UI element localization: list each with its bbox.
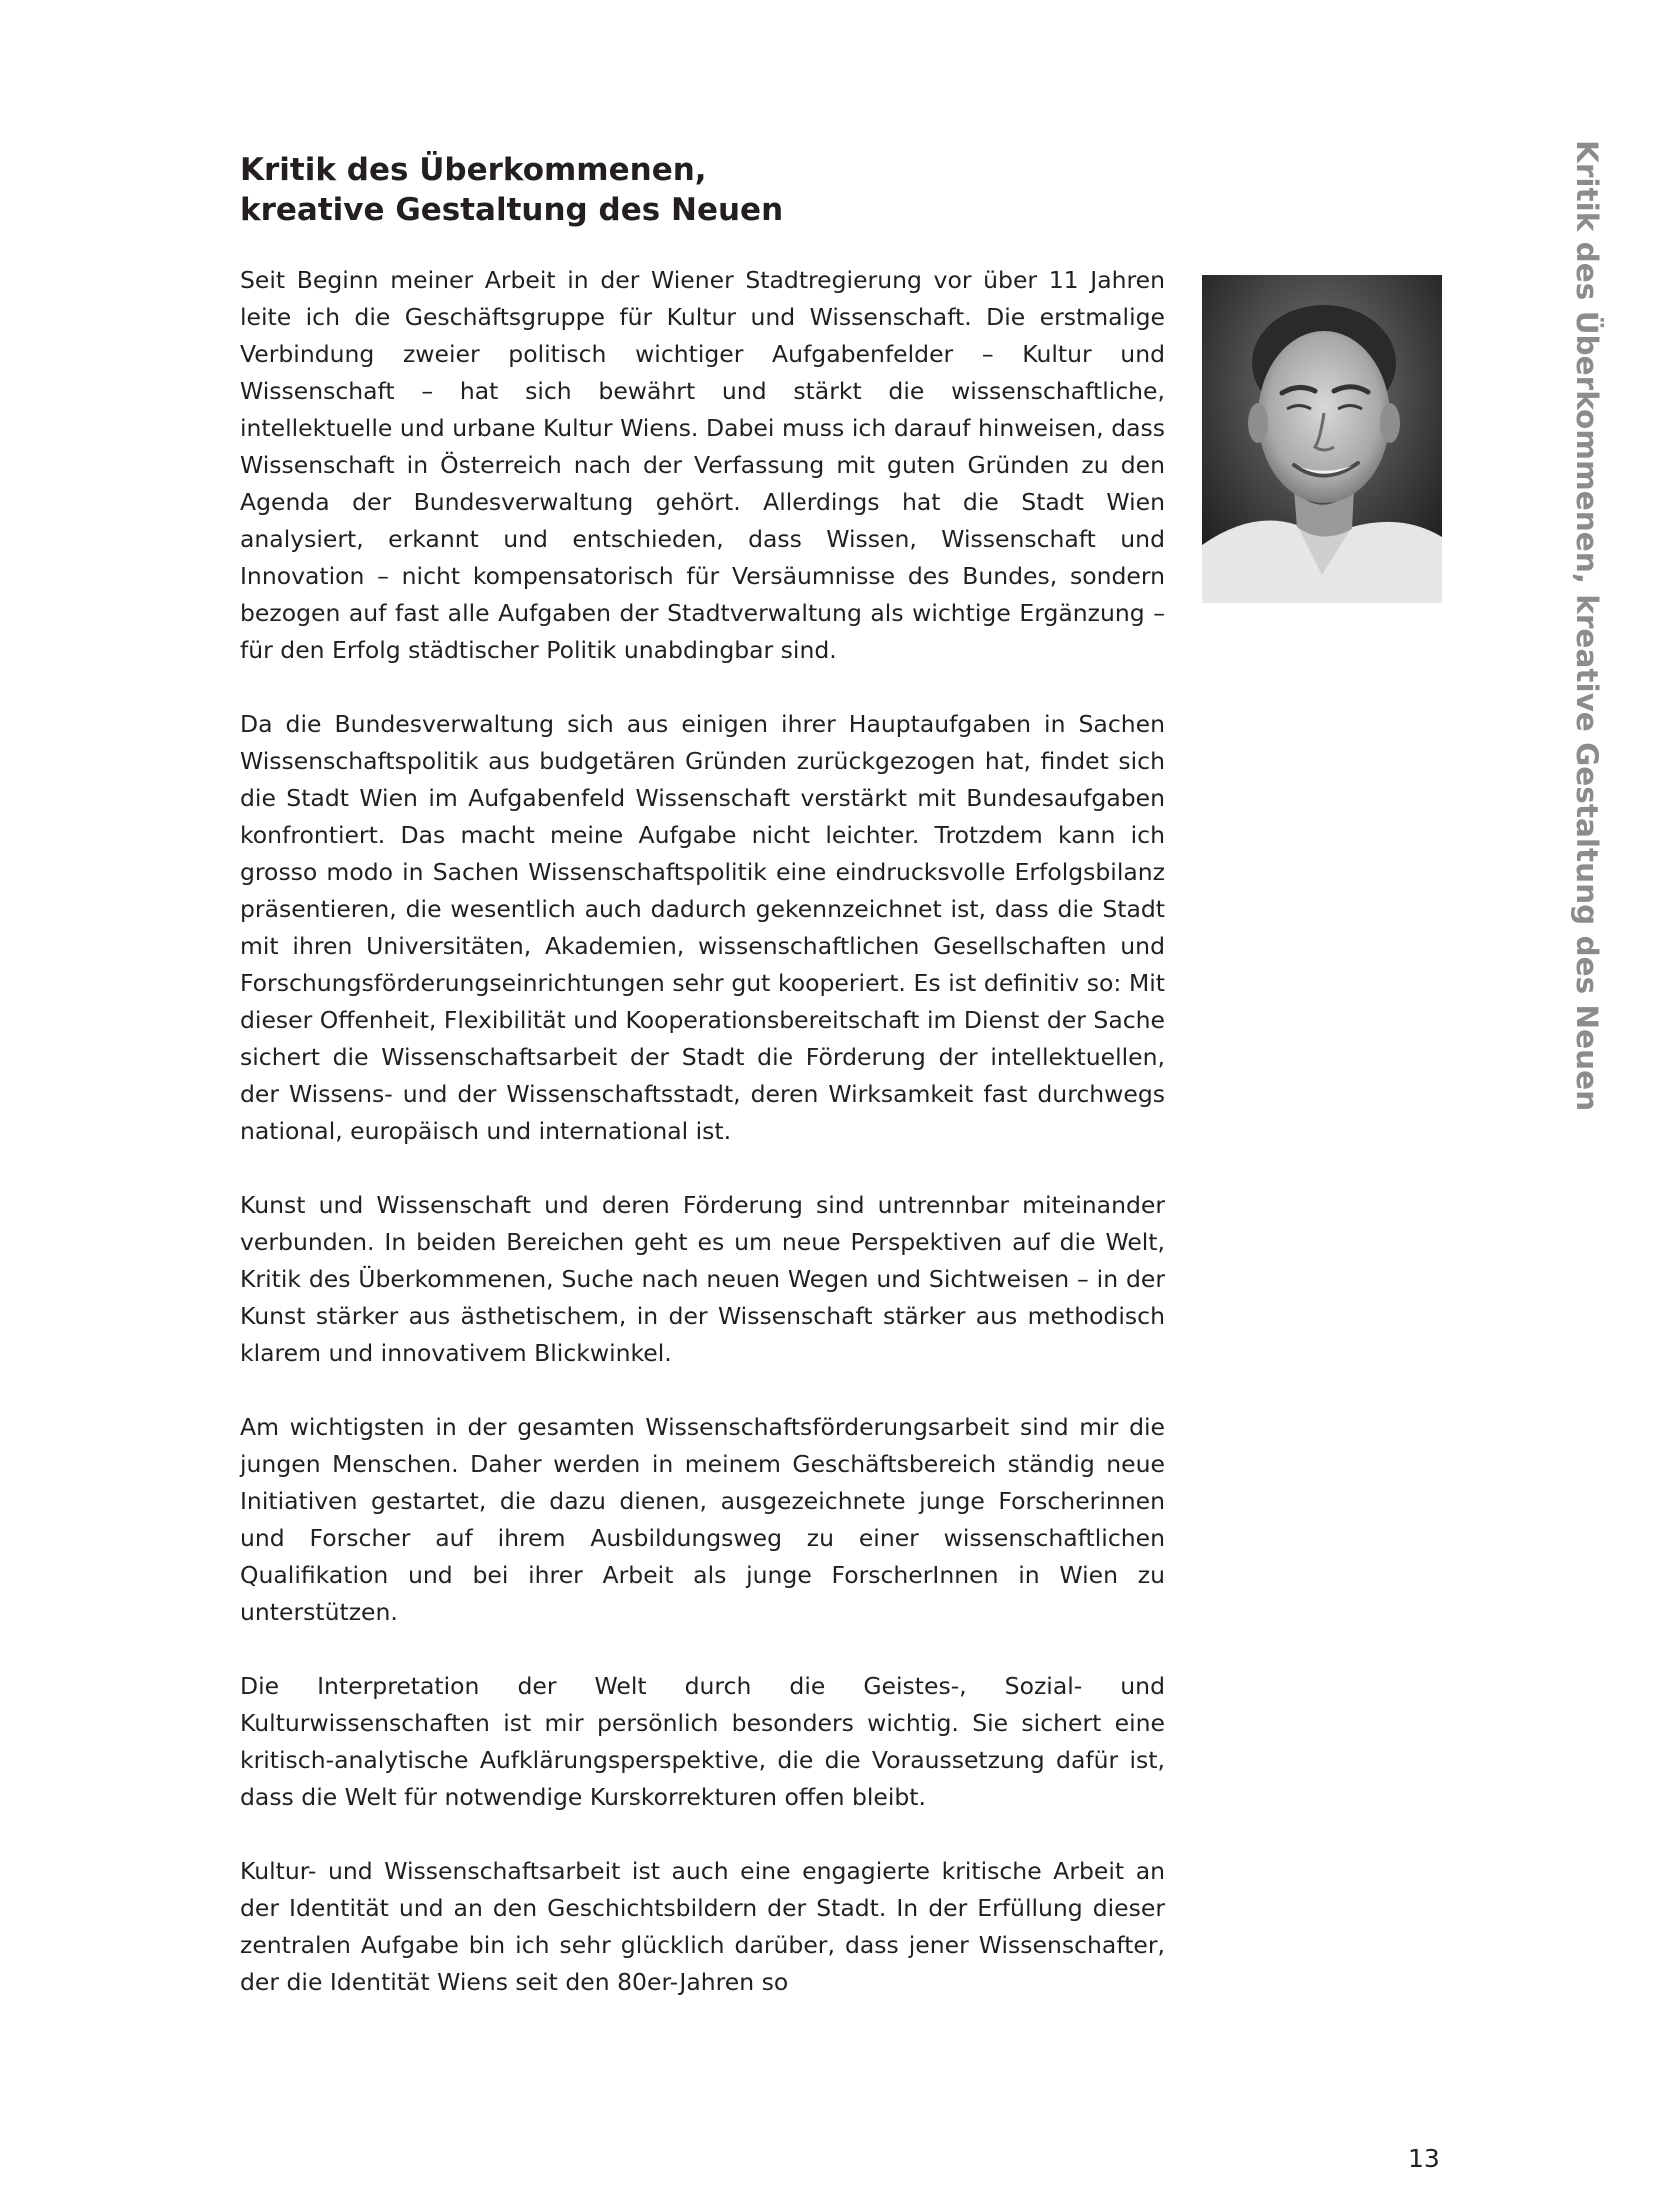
paragraph-1: Seit Beginn meiner Arbeit in der Wiener Stadtregierung vor über 11 Jahren leite ich die Geschäftsgruppe für Kultur und Wissenschaft. Die erstmalige Verbindung zweier politisch wichtiger Aufgabenfelder – Kultur und Wissenschaft – hat sich bewährt und stärkt die wissenschaftliche, intellektuelle und urbane Kultur Wiens. Dabei muss ich darauf hinweisen, dass Wissenschaft in Österreich nach der Verfassung mit guten Gründen zu den Agenda der Bundesverwaltung gehört. Allerdings hat die Stadt Wien analysiert, erkannt und entschieden, dass Wissen, Wissenschaft und Innovation – nicht kompensatorisch für Versäumnisse des Bundes, sondern bezogen auf fast alle Aufgaben der Stadtverwaltung als wichtige Ergänzung – für den Erfolg städtischer Politik unabdingbar sind. (240, 266, 1165, 664)
paragraph-3: Kunst und Wissenschaft und deren Förderung sind untrennbar miteinander verbunden. In beiden Bereichen geht es um neue Perspektiven auf die Welt, Kritik des Überkommenen, Suche nach neuen Wegen und Sichtweisen – in der Kunst stärker aus ästhetischem, in der Wissenschaft stärker aus methodisch klarem und innovativem Blickwinkel. (240, 1191, 1165, 1367)
page-title-line-1: Kritik des Überkommenen, (240, 152, 707, 188)
paragraph-2: Da die Bundesverwaltung sich aus einigen ihrer Hauptaufgaben in Sachen Wissenschaftspolitik aus budgetären Gründen zurückgezogen hat, findet sich die Stadt Wien im Aufgabenfeld Wissenschaft verstärkt mit Bundesaufgaben konfrontiert. Das macht meine Aufgabe nicht leichter. Trotzdem kann ich grosso modo in Sachen Wissenschaftspolitik eine eindrucksvolle Erfolgsbilanz präsentieren, die wesentlich auch dadurch gekennzeichnet ist, dass die Stadt mit ihren Universitäten, Akademien, wissenschaftlichen Gesellschaften und Forschungsförderungseinrichtungen sehr gut kooperiert. Es ist definitiv so: Mit dieser Offenheit, Flexibilität und Kooperationsbereitschaft im Dienst der Sache sichert die Wissenschaftsarbeit der Stadt die Förderung der intellektuellen, der Wissens- und der Wissenschaftsstadt, deren Wirksamkeit fast durchwegs national, europäisch und international ist. (240, 710, 1165, 1145)
paragraph-5: Die Interpretation der Welt durch die Geistes-, Sozial- und Kulturwissenschaften ist mir persönlich besonders wichtig. Sie sichert eine kritisch-analytische Aufklärungsperspektive, die die Voraussetzung dafür ist, dass die Welt für notwendige Kurskorrekturen offen bleibt. (240, 1672, 1165, 1811)
paragraph-4: Am wichtigsten in der gesamten Wissenschaftsförderungsarbeit sind mir die jungen Menschen. Daher werden in meinem Geschäftsbereich ständig neue Initiativen gestartet, die dazu dienen, ausgezeichnete junge Forscherinnen und Forscher auf ihrem Ausbildungsweg zu einer wissenschaftlichen Qualifikation und bei ihrer Arbeit als junge ForscherInnen in Wien zu unterstützen. (240, 1413, 1165, 1626)
paragraph-6: Kultur- und Wissenschaftsarbeit ist auch eine engagierte kritische Arbeit an der Identität und an den Geschichtsbildern der Stadt. In der Erfüllung dieser zentralen Aufgabe bin ich sehr glücklich darüber, dass jener Wissenschafter, der die Identität Wiens seit den 80er-Jahren so (240, 1857, 1165, 1996)
page-title (240, 150, 1140, 230)
portrait-photo (1202, 275, 1442, 603)
running-title: Kritik des Überkommenen, kreative Gestaltung des Neuen (1570, 140, 1604, 1112)
portrait-illustration (1202, 275, 1442, 603)
page-title-line-2: kreative Gestaltung des Neuen (240, 192, 784, 228)
page-number: 13 (1408, 2144, 1440, 2173)
article-body (240, 262, 1165, 2038)
